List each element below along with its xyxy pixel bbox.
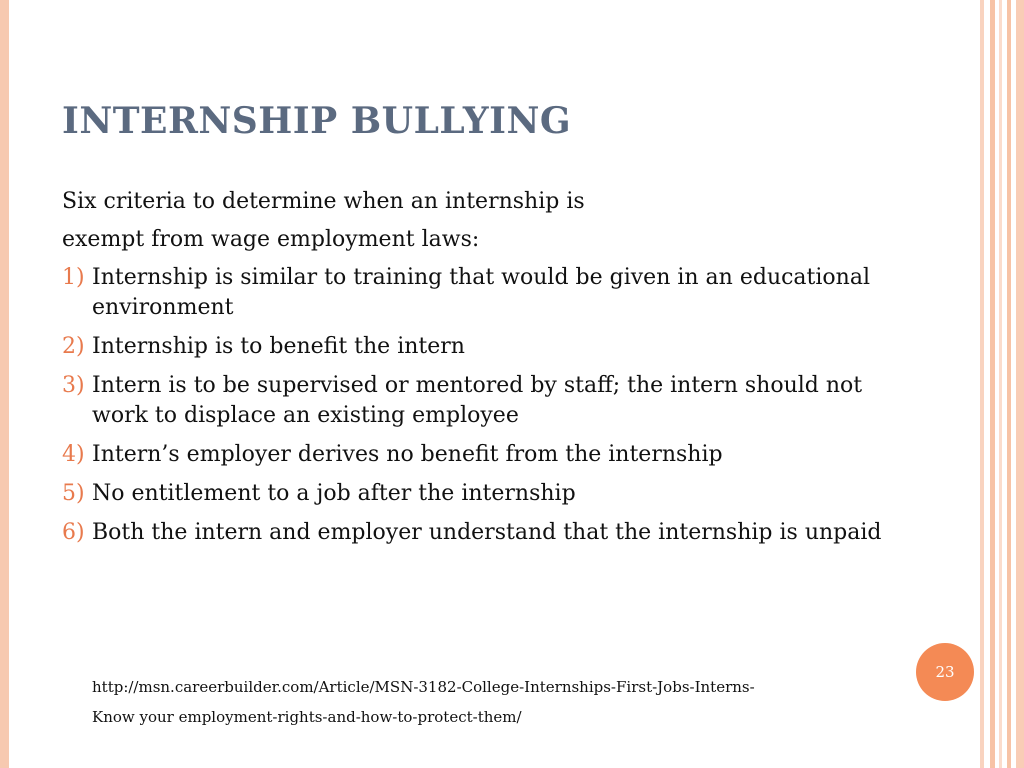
right-stripes-decoration: [980, 0, 1024, 768]
list-number: 6): [62, 520, 85, 545]
list-text: No entitlement to a job after the internship: [92, 481, 576, 506]
list-number: 5): [62, 481, 85, 506]
footnote-line: Know your employment-rights-and-how-to-protect-them/: [92, 708, 522, 726]
page-number: 23: [935, 663, 955, 681]
stripe: [990, 0, 995, 768]
intro-text: [62, 183, 585, 259]
left-border-decoration: [0, 0, 9, 768]
footnote-line: http://msn.careerbuilder.com/Article/MSN-3182-College-Internships-First-Jobs-Interns-: [92, 678, 755, 696]
list-text: Internship is similar to training that would be given in an educational environment: [92, 265, 870, 320]
list-text: Both the intern and employer understand that the internship is unpaid: [92, 520, 882, 545]
list-item: [62, 440, 882, 470]
stripe: [999, 0, 1002, 768]
list-text: Intern is to be supervised or mentored by staff; the intern should not work to displace an existing employee: [92, 373, 863, 428]
slide-title: INTERNSHIP BULLYING: [62, 100, 572, 142]
list-number: 3): [62, 373, 85, 398]
intro-line: Six criteria to determine when an internship is: [62, 189, 585, 214]
list-item: [62, 332, 882, 362]
list-item: [62, 479, 882, 509]
stripe: [1007, 0, 1011, 768]
list-number: 2): [62, 334, 85, 359]
list-item: [62, 518, 882, 548]
intro-line: exempt from wage employment laws:: [62, 227, 480, 252]
page-number-badge: [916, 643, 974, 701]
criteria-list: [62, 263, 882, 557]
stripe: [1016, 0, 1024, 768]
list-number: 4): [62, 442, 85, 467]
list-item: [62, 263, 882, 323]
source-footnote: [92, 672, 882, 732]
list-item: [62, 371, 882, 431]
list-text: Internship is to benefit the intern: [92, 334, 465, 359]
list-number: 1): [62, 265, 85, 290]
stripe: [980, 0, 984, 768]
list-text: Intern’s employer derives no benefit from the internship: [92, 442, 723, 467]
